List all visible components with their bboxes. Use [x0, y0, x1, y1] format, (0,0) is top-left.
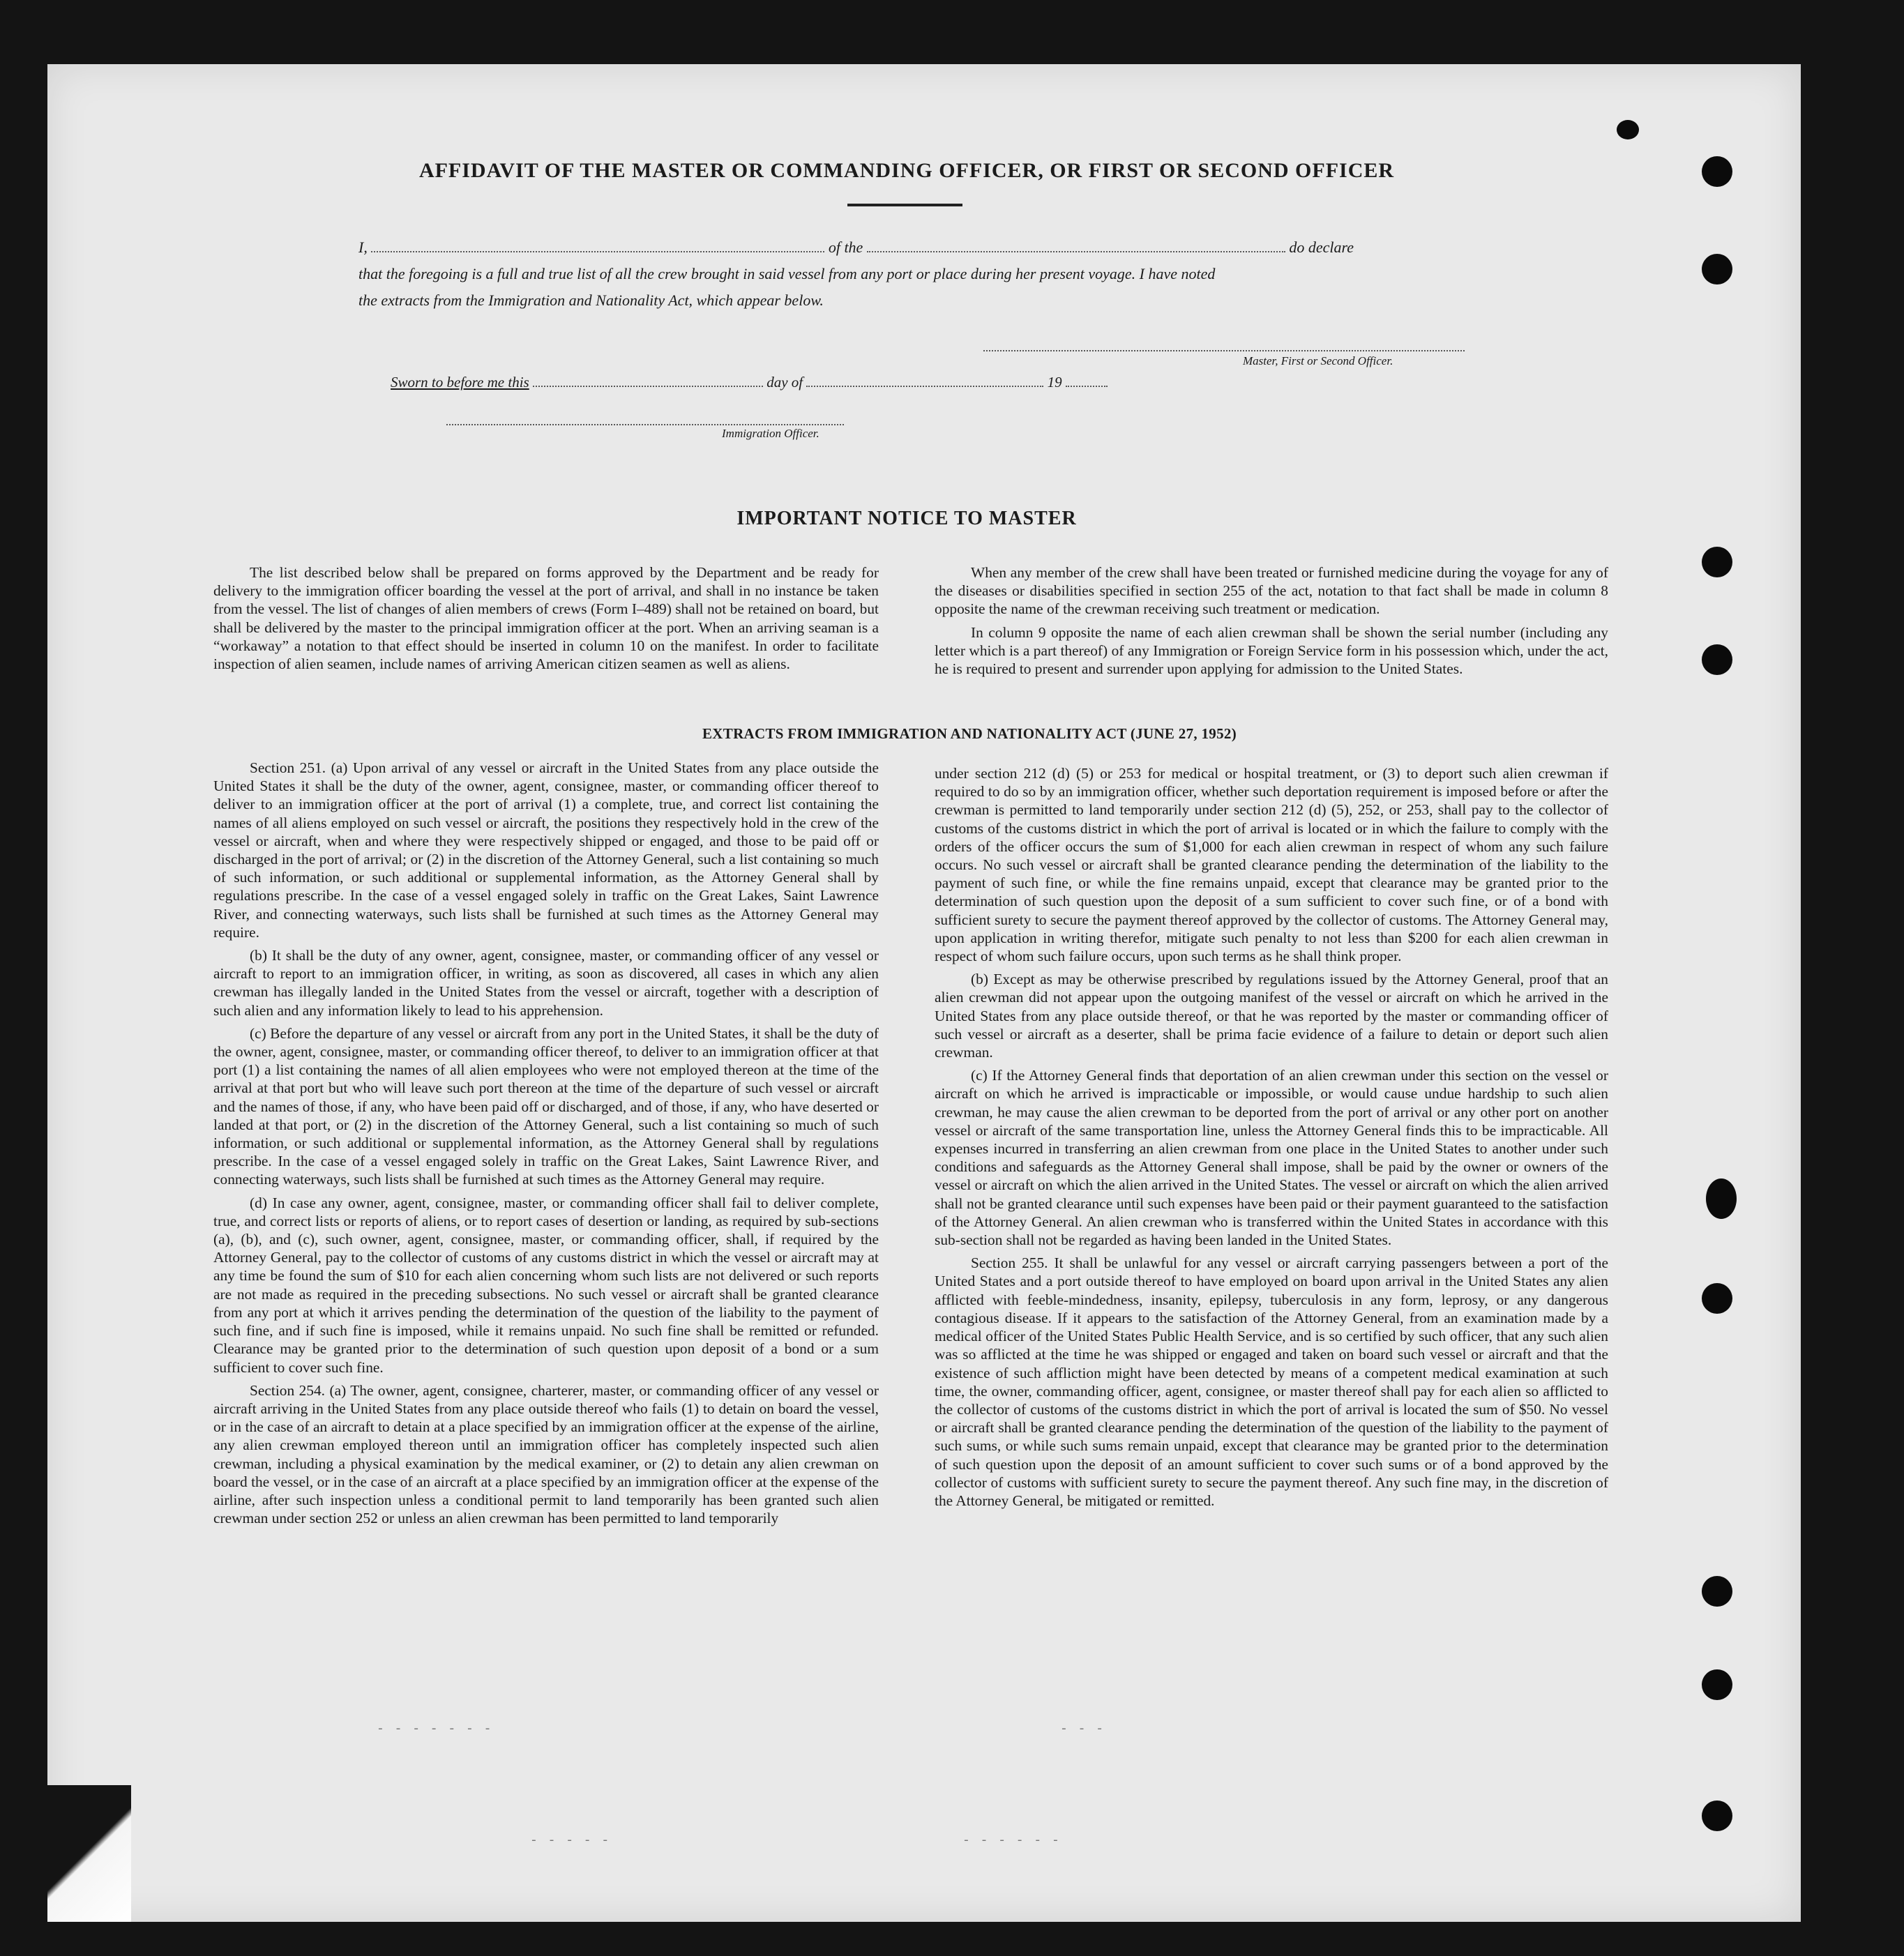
binder-hole	[1702, 254, 1732, 285]
sworn-day: day of	[766, 374, 803, 391]
section-251-c: (c) Before the departure of any vessel or aircraft from any port in the United States, it shall be the duty of the owner, agent, consignee, master, or commanding officer thereof, to deliver to an immigration officer at that port (1) a list containing the names of all alien employees who were not employed thereon at the time of the arrival at that port but who will leave such port thereon at the time of the departure of such vessel or aircraft and the names of those, if any, who have been paid off or discharged, and of those, if any, who have deserted or landed at that port, or (2) in the discretion of the Attorney General, such a list containing so much of such information, or such additional or supplemental information, as the Attorney General shall by regulations prescribe. In the case of a vessel engaged solely in traffic on the Great Lakes, Saint Lawrence River, and connecting waterways, such lists shall be furnished at such times as the Attorney General may require.	[213, 1024, 879, 1188]
extracts-left-column	[213, 759, 879, 1532]
bleed-through-mark: - - - - - -	[962, 1834, 1061, 1848]
signature-line[interactable]	[983, 350, 1465, 351]
sworn-prefix: Sworn to before me this	[391, 374, 529, 391]
section-254-a-continued: under section 212 (d) (5) or 253 for medical or hospital treatment, or (3) to deport such alien crewman if required to do so by an immigration officer, whether such deportation requirement is imposed before or after the crewman is permitted to land temporarily under section 212 (d) (5), 252, or 253, shall pay to the collector of customs of the customs district in which the port of arrival is located or in which the failure to comply with the orders of the officer occurs the sum of $1,000 for each alien crewman in respect of whom any such failure occurs. No such vessel or aircraft shall be granted clearance pending the determination of the liability to the payment of such fine, or while the fine remains unpaid, except that clearance may be granted prior to the determination of such question upon the deposit of a sum sufficient to cover such fine, or of a bond with sufficient surety to secure the payment thereof approved by the collector of customs. The Attorney General may, upon application in writing therefor, mitigate such penalty to not less than $200 for each alien crewman in respect of whom such failure occurs, upon such terms as he shall think proper.	[935, 765, 1608, 965]
section-251-a: Section 251. (a) Upon arrival of any vessel or aircraft in the United States from any place outside the United States it shall be the duty of the owner, agent, consignee, master, or commanding officer thereof to deliver to an immigration officer at the port of arrival (1) a complete, true, and correct list containing the names of all aliens employed on such vessel or aircraft, the positions they respectively hold in the crew of the vessel or aircraft, when and where they were respectively shipped or engaged, and those to be paid off or discharged in the port of arrival; or (2) in the discretion of the Attorney General, such a list containing so much of such information, or such additional or supplemental information, as the Attorney General shall by regulations prescribe. In the case of a vessel engaged solely in traffic on the Great Lakes, Saint Lawrence River, and connecting waterways, such lists shall be furnished at such times as the Attorney General may require.	[213, 759, 879, 941]
affidavit-line-2: that the foregoing is a full and true list of all the crew brought in said vessel from any port or place during her present voyage. I have noted	[358, 265, 1216, 282]
section-251-d: (d) In case any owner, agent, consignee, master, or commanding officer shall fail to deliver complete, true, and correct lists or reports of aliens, or to report cases of desertion or landing, as required by sub-sections (a), (b), and (c), such owner, agent, consignee, master, or commanding officer, shall, if required by the Attorney General, pay to the collector of customs of any customs district in which the vessel or aircraft may at any time be found the sum of $10 for each alien concerning whom such lists are not delivered or such reports are not made as required in the preceding subsections. No such vessel or aircraft shall be granted clearance from any port at which it arrives pending the determination of the question of the liability to the payment of such fine, and if such fine is imposed, while it remains unpaid. No such fine shall be remitted or refunded. Clearance may be granted prior to the determination of such question upon deposit of a bond or a sum sufficient to cover such fine.	[213, 1194, 879, 1376]
affidavit-suffix: do declare	[1289, 238, 1354, 256]
master-name-field[interactable]	[371, 241, 824, 252]
notice-right-paragraph-1: When any member of the crew shall have been treated or furnished medicine during the voyage for any of the diseases or disabilities specified in section 255 of the act, notation to that fact shall be made in column 8 opposite the name of the crewman receiving such treatment or medication.	[935, 564, 1608, 618]
notice-right-column	[935, 563, 1608, 683]
officer-label: Immigration Officer.	[722, 427, 819, 440]
section-254-b: (b) Except as may be otherwise prescribed by regulations issued by the Attorney General, proof that an alien crewman did not appear upon the outgoing manifest of the vessel or aircraft on which he arrived in the United States from any place outside thereof, or that he was reported by the master or commanding officer of such vessel or aircraft as a deserter, shall be prima facie evidence of a failure to detain or deport such alien crewman.	[935, 971, 1608, 1061]
vessel-name-field[interactable]	[867, 241, 1285, 252]
extracts-title: EXTRACTS FROM IMMIGRATION AND NATIONALITY ACT (JUNE 27, 1952)	[702, 725, 1237, 742]
notice-left-paragraph: The list described below shall be prepared on forms approved by the Department and be ready for delivery to the immigration officer boarding the vessel at the port of arrival, and shall in no instance be taken from the vessel. The list of changes of alien members of crews (Form I–489) shall not be retained on board, but shall be delivered by the master to the principal immigration officer at the port. When an arriving seaman is a “workaway” a notation to that effect should be inserted in column 10 on the manifest. In order to facilitate inspection of alien seamen, include names of arriving American citizen seamen as well as aliens.	[213, 564, 879, 673]
affidavit-line-3: the extracts from the Immigration and Nationality Act, which appear below.	[358, 291, 824, 309]
signature-label: Master, First or Second Officer.	[1243, 354, 1393, 367]
bleed-through-mark: - - -	[1060, 1722, 1105, 1736]
binder-hole	[1702, 1800, 1732, 1831]
binder-hole	[1702, 1283, 1732, 1314]
affidavit-mid: of the	[828, 238, 863, 256]
title-rule	[847, 204, 962, 206]
binder-hole	[1702, 1576, 1732, 1607]
section-254-c: (c) If the Attorney General finds that deportation of an alien crewman under this section on the vessel or aircraft on which he arrived is impracticable or impossible, or would cause undue hardship to such alien crewman, he may cause the alien crewman to be deported from the port of arrival or any other port on another vessel or aircraft of the same transportation line, unless the Attorney General finds this to be impracticable. All expenses incurred in transferring an alien crewman from one place in the United States to another under such conditions and safeguards as the Attorney General shall impose, shall be paid by the owner or owners of the vessel or aircraft on which the alien arrived in the United States. The vessel or aircraft on which the alien arrived shall not be granted clearance until such expenses have been paid or their payment guaranteed to the satisfaction of the Attorney General. An alien crewman who is transferred within the United States in accordance with this sub-section shall not be regarded as having been landed in the United States.	[935, 1067, 1608, 1249]
notice-right-paragraph-2: In column 9 opposite the name of each alien crewman shall be shown the serial number (including any letter which is a part thereof) of any Immigration or Foreign Service form in his possession which, under the act, he is required to present and surrender upon applying for admission to the United States.	[935, 623, 1608, 678]
binder-hole	[1702, 156, 1732, 187]
sworn-date-field[interactable]	[533, 376, 763, 387]
sworn-line	[391, 374, 1108, 391]
section-255: Section 255. It shall be unlawful for any vessel or aircraft carrying passengers between a port of the United States and a port outside thereof to have employed on board upon arrival in the United States any alien afflicted with feeble-mindedness, insanity, epilepsy, tuberculosis in any form, leprosy, or any dangerous contagious disease. If it appears to the satisfaction of the Attorney General, from an examination made by a medical officer of the United States Public Health Service, and is so certified by such officer, that any such alien was so afflicted at the time he was shipped or engaged and taken on board such vessel or aircraft and that the existence of such affliction might have been detected by means of a competent medical examination at such time, the owner, commanding officer, agent, consignee, or master thereof shall pay for each alien so afflicted to the collector of customs of the customs district in which the port of arrival is located the sum of $50. No vessel or aircraft shall be granted clearance pending the determination of the question of the liability to the payment of such sums, or while such sums remain unpaid, except that clearance may be granted prior to the determination of such question upon the deposit of an amount sufficient to cover such sums or of a bond approved by the collector of customs with sufficient surety to secure the payment thereof. Any such fine may, in the discretion of the Attorney General, be mitigated or remitted.	[935, 1254, 1608, 1509]
notice-title: IMPORTANT NOTICE TO MASTER	[736, 508, 1077, 529]
affidavit-prefix: I,	[358, 238, 368, 256]
sworn-year: 19	[1047, 374, 1062, 391]
binder-hole	[1702, 644, 1732, 675]
binder-hole	[1706, 1178, 1737, 1219]
bleed-through-mark: - - - - - - -	[377, 1722, 493, 1736]
section-254-a: Section 254. (a) The owner, agent, consignee, charterer, master, or commanding officer of any vessel or aircraft arriving in the United States from any place outside thereof who fails (1) to detain on board the vessel, or in the case of an aircraft to detain at a place specified by an immigration officer at the expense of the airline, any alien crewman employed thereon until an immigration officer has completely inspected such alien crewman, including a physical examination by the medical examiner, or (2) to detain any alien crewman on board the vessel, or in the case of an aircraft at a place specified by an immigration officer at the expense of the airline, after such inspection unless a conditional permit to land temporarily has been granted such alien crewman under section 252 or unless an alien crewman has been permitted to land temporarily	[213, 1381, 879, 1527]
affidavit-title: AFFIDAVIT OF THE MASTER OR COMMANDING OFFICER, OR FIRST OR SECOND OFFICER	[418, 159, 1395, 182]
section-251-b: (b) It shall be the duty of any owner, agent, consignee, master, or commanding officer of any vessel or aircraft to report to an immigration officer, in writing, as soon as discovered, all cases in which any alien crewman has illegally landed in the United States from the vessel or aircraft, together with a description of such alien and any information likely to lead to his apprehension.	[213, 947, 879, 1019]
binder-hole	[1617, 120, 1639, 139]
notice-left-column	[213, 563, 879, 678]
binder-hole	[1702, 1669, 1732, 1700]
binder-hole	[1702, 547, 1732, 577]
folded-corner	[47, 1785, 131, 1922]
officer-signature-line[interactable]	[446, 424, 844, 425]
sworn-month-field[interactable]	[806, 376, 1043, 387]
bleed-through-mark: - - - - -	[530, 1834, 611, 1848]
affidavit-declaration-line	[358, 238, 1354, 257]
sworn-year-field[interactable]	[1066, 376, 1108, 387]
extracts-right-column	[935, 764, 1608, 1515]
